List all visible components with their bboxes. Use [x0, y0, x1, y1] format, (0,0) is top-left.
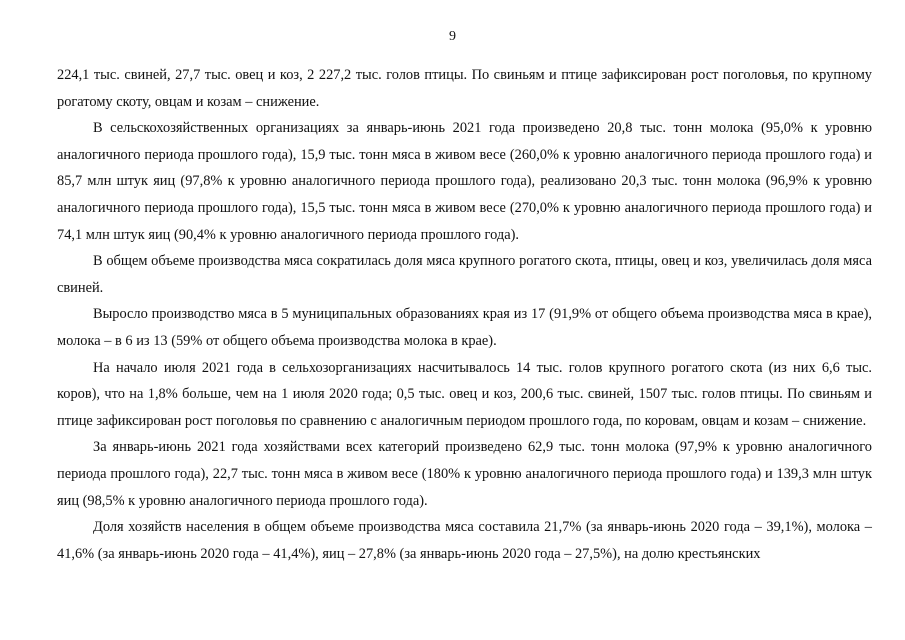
paragraph-4: Выросло производство мяса в 5 муниципальных образованиях края из 17 (91,9% от общего объема производства мяса в крае), молока – в 6 из 13 (59% от общего объема производства молока в крае).	[57, 306, 872, 349]
paragraph-5: На начало июля 2021 года в сельхозорганизациях насчитывалось 14 тыс. голов крупного рогатого скота (из них 6,6 тыс. коров), что на 1,8% больше, чем на 1 июля 2020 года; 0,5 тыс. овец и коз, 200,6 тыс. свиней, 1507 тыс. голов птицы. По свиньям и птице зафиксирован рост поголовья по сравнению с аналогичным периодом прошлого года, по коровам, овцам и козам – снижение.	[57, 359, 872, 429]
document-body	[57, 62, 872, 567]
paragraph-7: Доля хозяйств населения в общем объеме производства мяса составила 21,7% (за январь-июнь 2020 года – 39,1%), молока – 41,6% (за январь-июнь 2020 года – 41,4%), яиц – 27,8% (за январь-июнь 2020 года – 27,5%), на долю крестьянских	[57, 519, 872, 562]
paragraph-2: В сельскохозяйственных организациях за январь-июнь 2021 года произведено 20,8 тыс. тонн молока (95,0% к уровню аналогичного периода прошлого года), 15,9 тыс. тонн мяса в живом весе (260,0% к уровню аналогичного периода прошлого года) и 85,7 млн штук яиц (97,8% к уровню аналогичного периода прошлого года), реализовано 20,3 тыс. тонн молока (96,9% к уровню аналогичного периода прошлого года), 15,5 тыс. тонн мяса в живом весе (270,0% к уровню аналогичного периода прошлого года) и 74,1 млн штук яиц (90,4% к уровню аналогичного периода прошлого года).	[57, 120, 872, 243]
paragraph-6: За январь-июнь 2021 года хозяйствами всех категорий произведено 62,9 тыс. тонн молока (97,9% к уровню аналогичного периода прошлого года), 22,7 тыс. тонн мяса в живом весе (180% к уровню аналогичного периода прошлого года) и 139,3 млн штук яиц (98,5% к уровню аналогичного периода прошлого года).	[57, 439, 872, 509]
paragraph-3: В общем объеме производства мяса сократилась доля мяса крупного рогатого скота, птицы, овец и коз, увеличилась доля мяса свиней.	[57, 253, 872, 296]
paragraph-1: 224,1 тыс. свиней, 27,7 тыс. овец и коз, 2 227,2 тыс. голов птицы. По свиньям и птице зафиксирован рост поголовья, по крупному рогатому скоту, овцам и козам – снижение.	[57, 67, 872, 110]
page-number: 9	[449, 29, 456, 44]
